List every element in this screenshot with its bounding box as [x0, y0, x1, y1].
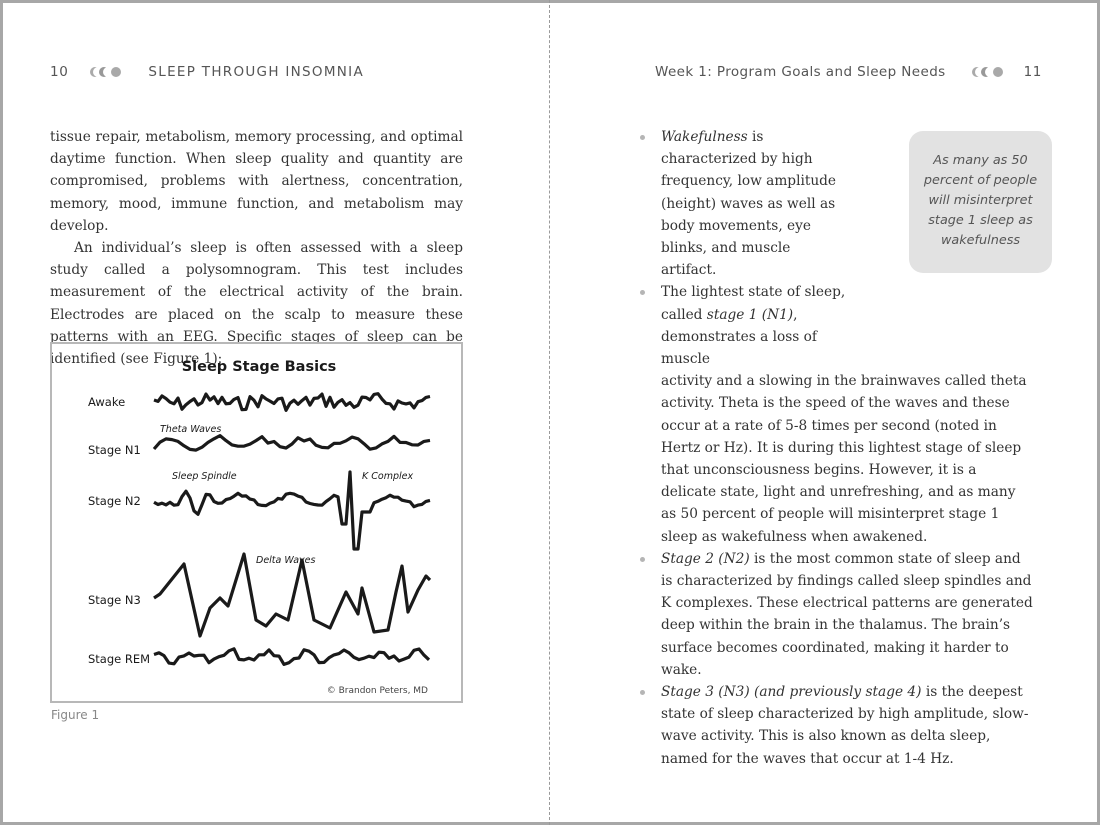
left-running-head — [50, 64, 364, 80]
wave-rem — [154, 649, 429, 665]
figure-title: Sleep Stage Basics — [181, 359, 337, 375]
wave-n1 — [154, 436, 430, 451]
row-label-n2: Stage N2 — [88, 494, 141, 508]
figure-caption: Figure 1 — [51, 708, 100, 722]
list-item-text — [661, 126, 849, 281]
list-item-text-narrow — [661, 281, 856, 370]
moon-phases-icon — [972, 67, 1002, 77]
annotation-delta-waves: Delta Waves — [256, 555, 316, 566]
bullet-text: is characterized by high frequency, low amplitude (height) waves as well as body movements, eye blinks, and muscle artifact. — [661, 129, 837, 279]
bullet-text: is the most common state of sleep and is characterized by findings called sleep spindles and K complexes. These electrical patterns are generated deep within the brain in the thalamus. The brain’s surface becomes coordinated, making it harder to wake. — [661, 550, 1033, 678]
pull-quote-sidebar: As many as 50 percent of people will misinterpret stage 1 sleep as wakefulness — [909, 131, 1052, 273]
term-stage-2: Stage 2 (N2) — [661, 550, 750, 567]
bullet-lead: The lightest state of sleep, called — [661, 284, 846, 323]
term-stage-3: Stage 3 (N3) (and previously stage 4) — [661, 684, 922, 701]
wave-n3 — [154, 554, 430, 636]
left-paragraph-1: tissue repair, metabolism, memory processing, and optimal daytime function. When sleep quality and quantity are compromised, problems with alertness, concentration, memory, mood, immune function, and metabolism may develop. — [50, 129, 463, 234]
term-wakefulness: Wakefulness — [661, 129, 748, 145]
right-page-number: 11 — [1023, 64, 1042, 80]
annotation-sleep-spindle: Sleep Spindle — [172, 471, 237, 482]
row-label-n1: Stage N1 — [88, 443, 141, 457]
left-paragraph-2: An individual’s sleep is often assessed with a sleep study called a polysomnogram. This test includes measurement of the electrical activity of the brain. Electrodes are placed on the scalp to measure these patterns with an EEG. Specific stages of sleep can be identified (see Figure 1): — [50, 240, 463, 368]
term-stage-1: stage 1 (N1) — [706, 306, 794, 323]
eeg-diagram — [52, 344, 461, 701]
list-item-stage-3 — [661, 681, 1033, 770]
right-page — [551, 0, 1100, 825]
wave-n2 — [154, 472, 430, 549]
right-running-head — [655, 64, 1042, 80]
annotation-k-complex: K Complex — [362, 471, 414, 482]
left-running-title: SLEEP THROUGH INSOMNIA — [148, 64, 364, 80]
row-label-awake: Awake — [88, 395, 126, 409]
right-running-title: Week 1: Program Goals and Sleep Needs — [654, 64, 946, 80]
bullet-text: is the deepest state of sleep characterized by high amplitude, slow-wave activity. This is also known as delta sleep, named for the waves that occur at 1-4 Hz. — [661, 684, 1029, 767]
row-label-n3: Stage N3 — [88, 593, 141, 607]
list-item-stage-1 — [661, 281, 1033, 547]
annotation-theta-waves: Theta Waves — [160, 424, 222, 435]
wave-awake — [154, 394, 430, 411]
figure-credit: © Brandon Peters, MD — [326, 686, 428, 696]
left-page — [0, 0, 549, 825]
moon-phases-icon — [90, 67, 120, 77]
list-item-wakefulness — [661, 126, 1033, 281]
figure-sleep-stage-basics — [50, 342, 463, 703]
list-item-stage-2 — [661, 548, 1033, 681]
page-gutter-divider — [549, 0, 550, 825]
row-label-rem: Stage REM — [88, 652, 151, 666]
left-body-text — [50, 126, 463, 370]
left-page-number: 10 — [50, 64, 69, 80]
bullet-text: , demonstrates a loss of muscle — [661, 306, 817, 368]
sleep-stages-list — [661, 126, 1033, 770]
list-item-text-wide: activity and a slowing in the brainwaves called theta activity. Theta is the speed of the waves and these occur at a rate of 5-8 times per second (noted in Hertz or Hz). It is during this lightest stage of sleep that unconsciousness begins. However, it is a delicate state, light and unrefreshing, and as many as 50 percent of people will misinterpret stage 1 sleep as wakefulness when awakened. — [661, 373, 1027, 545]
